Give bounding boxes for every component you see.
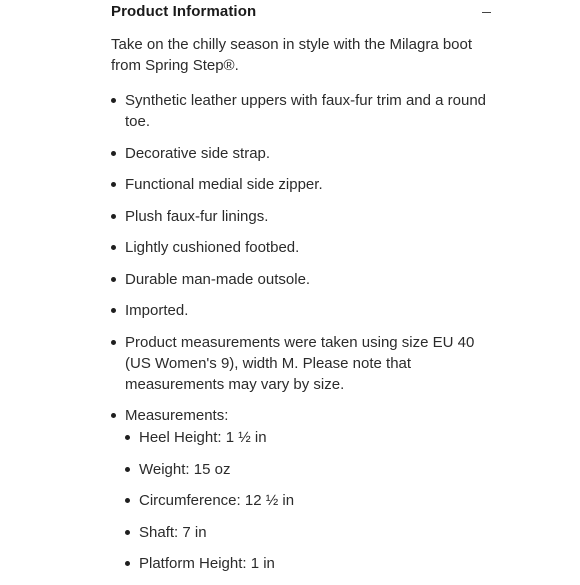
list-item: Imported. [111, 300, 491, 321]
section-title: Product Information [111, 2, 257, 20]
list-item: Functional medial side zipper. [111, 174, 491, 195]
list-item: Product measurements were taken using size EU 40 (US Women's 9), width M. Please note that measurements may vary by size. [111, 332, 491, 395]
measurements-item [111, 405, 491, 574]
measurements-label: Measurements: [125, 407, 229, 424]
product-info-header[interactable] [111, 0, 491, 22]
feature-list [111, 90, 491, 585]
measurement-circumference: Circumference: 12 ½ in [125, 490, 491, 511]
list-item: Plush faux-fur linings. [111, 206, 491, 227]
list-item: Lightly cushioned footbed. [111, 237, 491, 258]
measurement-platform-height: Platform Height: 1 in [125, 553, 491, 574]
list-item: Synthetic leather uppers with faux-fur trim and a round toe. [111, 90, 491, 132]
list-item: Durable man-made outsole. [111, 269, 491, 290]
minus-icon[interactable] [482, 12, 491, 13]
product-description: Take on the chilly season in style with the Milagra boot from Spring Step®. [111, 36, 473, 74]
list-item: Decorative side strap. [111, 143, 491, 164]
measurement-shaft: Shaft: 7 in [125, 522, 491, 543]
measurements-list [125, 427, 491, 574]
measurement-weight: Weight: 15 oz [125, 459, 491, 480]
measurement-heel-height: Heel Height: 1 ½ in [125, 427, 491, 448]
